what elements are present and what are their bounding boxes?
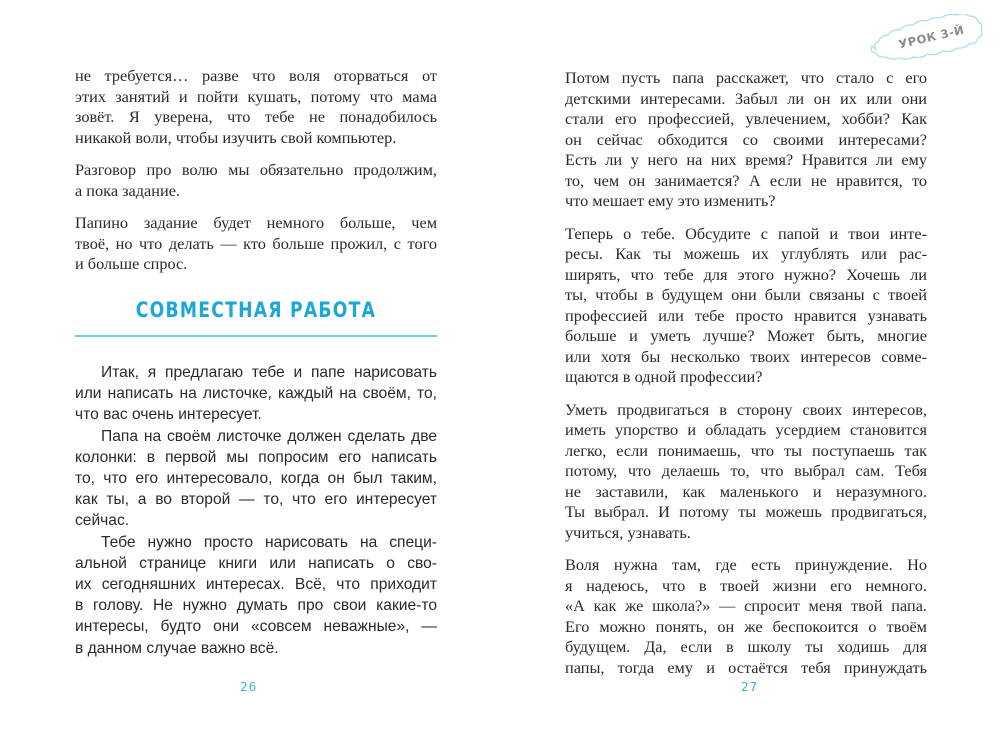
text-line: никакой воли, чтобы изучить свой компьютер.: [75, 127, 397, 147]
text-line: то, чем он занимается? А если не нравится, то: [565, 170, 927, 190]
text-line: детскими интересами. Забыл ли он их или они: [565, 88, 927, 108]
text-line: будущем. Да, если в школу ты ходишь для: [565, 637, 927, 656]
text-line: Его можно понять, он же беспокоится о твоём: [565, 616, 927, 636]
paragraph: [75, 362, 437, 426]
task-text: [75, 362, 437, 659]
text-line: что вас очень интересует.: [75, 406, 262, 424]
lesson-badge: [868, 14, 994, 64]
text-line: он сейчас обходится со своими интересами?: [565, 129, 927, 149]
left-intro-text: [75, 66, 437, 287]
text-line: а пока задание.: [75, 180, 181, 200]
text-line: Итак, я предлагаю тебе и папе нарисовать: [101, 364, 437, 381]
text-line: стали его профессией, увлечением, хобби? Как: [565, 109, 927, 128]
text-line: Ты выбрал. И потому ты можешь продвигаться,: [565, 502, 927, 521]
paragraph: [75, 213, 437, 275]
text-line: колонки: в первой мы попросим его написать: [75, 448, 437, 466]
right-page-text: [565, 68, 927, 690]
text-line: Потом пусть папа расскажет, что стало с его: [565, 68, 927, 87]
text-line: или написать на листочке, каждый на своём, то,: [75, 385, 437, 403]
text-line: зовёт. Я уверена, что тебе не понадобилось: [75, 107, 437, 126]
text-line: больше и уметь лучше? Может быть, многие: [565, 326, 927, 345]
paragraph: [75, 426, 437, 532]
text-line: Папа на своём листочке должен сделать две: [101, 427, 437, 445]
text-line: учиться, узнавать.: [565, 522, 691, 542]
text-line: не требуется… разве что воля оторваться от: [75, 66, 437, 85]
paragraph: [75, 532, 437, 659]
paragraph: [565, 68, 927, 212]
text-line: в данном случае важно всё.: [75, 639, 279, 657]
text-line: в голову. Не нужно думать про свои какие-то: [75, 597, 437, 615]
paragraph: [565, 400, 927, 544]
text-line: папы, тогда ему и остаётся тебя принуждать: [565, 657, 927, 677]
page-number-left: 26: [240, 680, 258, 694]
text-line: альной странице книги или написать о сво-: [75, 554, 437, 572]
text-line: Теперь о тебе. Обсудите с папой и твои инте-: [565, 223, 927, 243]
text-line: Разговор про волю мы обязательно продолжим,: [75, 160, 437, 179]
text-line: как ты, а во второй — то, что его интересует: [75, 491, 437, 509]
paragraph: [75, 66, 437, 148]
text-line: или хотя бы несколько твоих интересов совме-: [565, 346, 927, 366]
text-line: что мешает ему это изменить?: [565, 191, 776, 210]
text-line: «А как же школа?» — спросит меня твой папа.: [565, 596, 927, 615]
text-line: ширять, что тебе для этого нужно? Хочешь ли: [565, 264, 927, 284]
text-line: потому, что делаешь то, что выбрал сам. Тебя: [565, 461, 927, 480]
text-line: иметь упорство и обладать усердием становится: [565, 420, 927, 439]
text-line: щаются в одной профессии?: [565, 367, 763, 386]
text-line: этих занятий и пойти кушать, потому что мама: [75, 86, 437, 106]
text-line: Есть ли у него на них время? Нравится ли ему: [565, 150, 927, 169]
text-line: Тебе нужно просто нарисовать на специ-: [101, 533, 437, 551]
section-title: СОВМЕСТНАЯ РАБОТА: [135, 298, 377, 322]
lesson-label: УРОК 3-Й: [897, 22, 966, 52]
text-line: интересы, будто они «совсем неважные», —: [75, 618, 437, 636]
text-line: сейчас.: [75, 512, 130, 530]
text-line: Уметь продвигаться в сторону своих интересов,: [565, 399, 927, 419]
text-line: ресы. Как ты можешь их углублять или рас-: [565, 244, 927, 263]
text-line: профессией или тебе просто нравится узнавать: [565, 305, 927, 325]
text-line: я надеюсь, что в твоей жизни его немного.: [565, 575, 927, 595]
text-line: Папино задание будет немного больше, чем: [75, 213, 437, 232]
text-line: их сегодняшних интересах. Всё, что приходит: [75, 576, 437, 594]
text-line: легко, если понимаешь, что ты поступаешь так: [565, 440, 927, 460]
paragraph: [565, 555, 927, 678]
section-divider: [75, 335, 437, 337]
text-line: и больше спрос.: [75, 254, 188, 273]
paragraph: [75, 160, 437, 201]
text-line: не заставили, как маленького и неразумного.: [565, 481, 927, 501]
paragraph: [565, 224, 927, 388]
text-line: Воля нужна там, где есть принуждение. Но: [565, 555, 927, 574]
page-number-right: 27: [741, 680, 759, 694]
text-line: то, что его интересовало, когда он был таким,: [75, 470, 437, 488]
text-line: твоё, но что делать — кто больше прожил, с того: [75, 233, 437, 253]
text-line: ты, чтобы в будущем они были связаны с твоей: [565, 285, 927, 304]
